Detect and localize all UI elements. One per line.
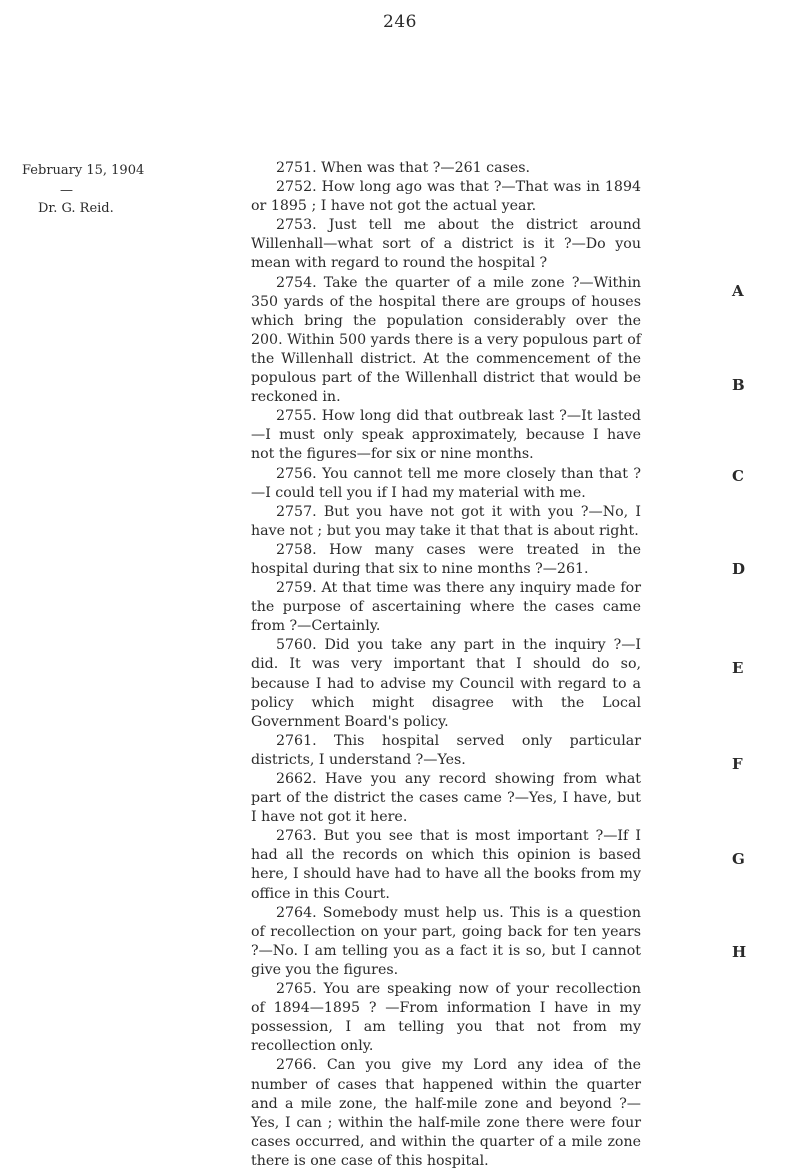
testimony-paragraph: 2763. But you see that is most important ?—If I had all the records on which this opinion is based here, I should have had to have all the books from my office in this Court. xyxy=(251,828,641,902)
testimony-paragraph: 2662. Have you any record showing from what part of the district the cases came ?—Yes, I have, but I have not got it here. xyxy=(251,771,641,826)
testimony-paragraph: 5760. Did you take any part in the inquiry ?—I did. It was very important that I should do so, because I had to advise my Council with regard to a policy which might disagree with the Local Government Board's policy. xyxy=(251,637,641,730)
line-letter-e: E xyxy=(732,659,744,677)
testimony-paragraph: 2761. This hospital served only particular districts, I understand ?—Yes. xyxy=(251,732,641,768)
testimony-text xyxy=(251,159,641,1171)
testimony-paragraph: 2756. You cannot tell me more closely than that ?—I could tell you if I had my material with me. xyxy=(251,465,641,501)
testimony-paragraph: 2766. Can you give my Lord any idea of the number of cases that happened within the quarter and a mile zone, the half-mile zone and beyond ?—Yes, I can ; within the half-mile zone there were four cases occurred, and within the quarter of a mile zone there is one case of this hospital. xyxy=(251,1057,641,1169)
margin-witness-name: Dr. G. Reid. xyxy=(38,201,114,216)
testimony-paragraph: 2758. How many cases were treated in the hospital during that six to nine months ?—261. xyxy=(251,541,641,577)
testimony-paragraph: 2765. You are speaking now of your recollection of 1894—1895 ? —From information I have in my possession, I am telling you that not from my recollection only. xyxy=(251,981,641,1055)
testimony-paragraph: 2764. Somebody must help us. This is a question of recollection on your part, going back for ten years ?—No. I am telling you as a fact it is so, but I cannot give you the figures. xyxy=(251,904,641,978)
line-letter-f: F xyxy=(732,755,743,773)
testimony-paragraph: 2754. Take the quarter of a mile zone ?—Within 350 yards of the hospital there are groups of houses which bring the population considerably over the 200. Within 500 yards there is a very populous part of the Willenhall district. At the commencement of the populous part of the Willenhall district that would be reckoned in. xyxy=(251,274,641,406)
testimony-paragraph: 2755. How long did that outbreak last ?—It lasted—I must only speak approximately, because I have not the figures—for six or nine months. xyxy=(251,408,641,463)
margin-date: February 15, 1904 xyxy=(22,163,145,178)
line-letter-b: B xyxy=(732,376,745,394)
line-letter-d: D xyxy=(732,560,746,578)
testimony-paragraph: 2752. How long ago was that ?—That was in 1894 or 1895 ; I have not got the actual year. xyxy=(251,179,641,215)
line-letter-a: A xyxy=(732,282,744,300)
line-letter-h: H xyxy=(732,943,747,961)
margin-dash: — xyxy=(60,183,73,198)
line-letter-c: C xyxy=(732,467,744,485)
line-letter-column xyxy=(732,0,762,1074)
testimony-paragraph: 2753. Just tell me about the district around Willenhall—what sort of a district is it ?—Do you mean with regard to round the hospital ? xyxy=(251,217,641,272)
page-number: 246 xyxy=(383,12,417,32)
line-letter-g: G xyxy=(732,850,745,868)
testimony-paragraph: 2751. When was that ?—261 cases. xyxy=(276,160,531,176)
testimony-paragraph: 2759. At that time was there any inquiry made for the purpose of ascertaining where the cases came from ?—Certainly. xyxy=(251,580,641,635)
testimony-paragraph: 2757. But you have not got it with you ?—No, I have not ; but you may take it that that is about right. xyxy=(251,503,641,539)
